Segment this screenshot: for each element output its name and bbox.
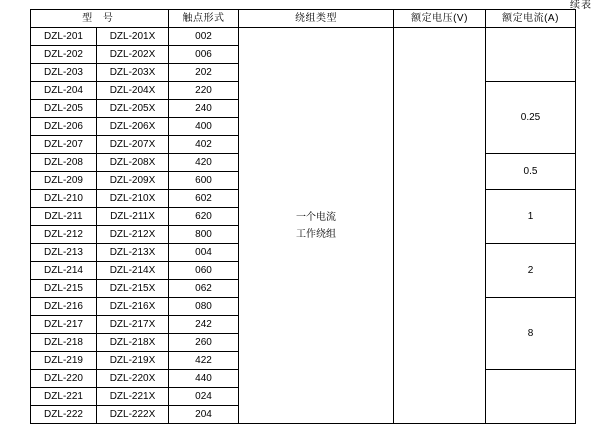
cell-rated-current: 0.25 — [486, 82, 576, 154]
cell-model-a: DZL-218 — [31, 334, 97, 352]
cell-contact-form: 600 — [169, 172, 239, 190]
cell-model-a: DZL-208 — [31, 154, 97, 172]
cell-model-b: DZL-214X — [97, 262, 169, 280]
cell-contact-form: 420 — [169, 154, 239, 172]
cell-model-b: DZL-203X — [97, 64, 169, 82]
cell-model-b: DZL-202X — [97, 46, 169, 64]
cell-model-b: DZL-219X — [97, 352, 169, 370]
cell-model-b: DZL-209X — [97, 172, 169, 190]
table-body — [31, 28, 576, 424]
cell-model-b: DZL-206X — [97, 118, 169, 136]
cell-contact-form: 400 — [169, 118, 239, 136]
cell-winding-type — [239, 28, 394, 424]
cell-model-a: DZL-202 — [31, 46, 97, 64]
cell-rated-current: 2 — [486, 244, 576, 298]
cell-model-b: DZL-207X — [97, 136, 169, 154]
cell-contact-form: 002 — [169, 28, 239, 46]
cell-contact-form: 402 — [169, 136, 239, 154]
cell-model-b: DZL-208X — [97, 154, 169, 172]
winding-type-line-2: 工作绕组 — [296, 228, 336, 240]
cell-model-a: DZL-214 — [31, 262, 97, 280]
column-header-rated-voltage: 额定电压(V) — [394, 10, 486, 28]
cell-model-b: DZL-222X — [97, 406, 169, 424]
cell-model-a: DZL-220 — [31, 370, 97, 388]
continued-label: 续表 — [570, 0, 592, 11]
table-row — [31, 28, 576, 46]
table-header — [31, 10, 576, 28]
cell-contact-form: 060 — [169, 262, 239, 280]
cell-model-a: DZL-219 — [31, 352, 97, 370]
cell-contact-form: 240 — [169, 100, 239, 118]
cell-model-a: DZL-209 — [31, 172, 97, 190]
cell-contact-form: 024 — [169, 388, 239, 406]
cell-contact-form: 204 — [169, 406, 239, 424]
cell-rated-current: 0.5 — [486, 154, 576, 190]
cell-rated-current: 1 — [486, 190, 576, 244]
cell-model-b: DZL-201X — [97, 28, 169, 46]
cell-model-b: DZL-218X — [97, 334, 169, 352]
table-header-row — [31, 10, 576, 28]
specification-table — [30, 9, 576, 424]
cell-model-a: DZL-215 — [31, 280, 97, 298]
cell-contact-form: 422 — [169, 352, 239, 370]
cell-contact-form: 620 — [169, 208, 239, 226]
cell-model-a: DZL-207 — [31, 136, 97, 154]
cell-contact-form: 006 — [169, 46, 239, 64]
cell-model-a: DZL-216 — [31, 298, 97, 316]
cell-model-a: DZL-210 — [31, 190, 97, 208]
cell-model-b: DZL-204X — [97, 82, 169, 100]
cell-model-b: DZL-213X — [97, 244, 169, 262]
cell-model-a: DZL-212 — [31, 226, 97, 244]
cell-model-a: DZL-206 — [31, 118, 97, 136]
winding-type-line-1: 一个电流 — [296, 211, 336, 223]
cell-contact-form: 004 — [169, 244, 239, 262]
cell-contact-form: 220 — [169, 82, 239, 100]
column-header-model: 型 号 — [31, 10, 169, 28]
cell-model-a: DZL-203 — [31, 64, 97, 82]
cell-model-b: DZL-210X — [97, 190, 169, 208]
cell-model-b: DZL-220X — [97, 370, 169, 388]
cell-model-a: DZL-213 — [31, 244, 97, 262]
cell-model-b: DZL-221X — [97, 388, 169, 406]
cell-model-a: DZL-205 — [31, 100, 97, 118]
cell-contact-form: 602 — [169, 190, 239, 208]
cell-model-a: DZL-201 — [31, 28, 97, 46]
cell-contact-form: 202 — [169, 64, 239, 82]
cell-model-a: DZL-204 — [31, 82, 97, 100]
cell-contact-form: 800 — [169, 226, 239, 244]
cell-contact-form: 440 — [169, 370, 239, 388]
cell-model-b: DZL-216X — [97, 298, 169, 316]
cell-contact-form: 062 — [169, 280, 239, 298]
cell-contact-form: 260 — [169, 334, 239, 352]
column-header-rated-current: 额定电流(A) — [486, 10, 576, 28]
cell-model-b: DZL-212X — [97, 226, 169, 244]
cell-model-b: DZL-205X — [97, 100, 169, 118]
cell-model-a: DZL-221 — [31, 388, 97, 406]
cell-rated-current: 8 — [486, 298, 576, 370]
cell-rated-voltage — [394, 28, 486, 424]
cell-rated-current — [486, 370, 576, 424]
cell-model-a: DZL-217 — [31, 316, 97, 334]
column-header-winding-type: 绕组类型 — [239, 10, 394, 28]
cell-model-b: DZL-217X — [97, 316, 169, 334]
cell-model-a: DZL-222 — [31, 406, 97, 424]
column-header-contact-form: 触点形式 — [169, 10, 239, 28]
cell-contact-form: 080 — [169, 298, 239, 316]
cell-model-b: DZL-215X — [97, 280, 169, 298]
cell-contact-form: 242 — [169, 316, 239, 334]
cell-model-a: DZL-211 — [31, 208, 97, 226]
cell-rated-current — [486, 28, 576, 82]
cell-model-b: DZL-211X — [97, 208, 169, 226]
